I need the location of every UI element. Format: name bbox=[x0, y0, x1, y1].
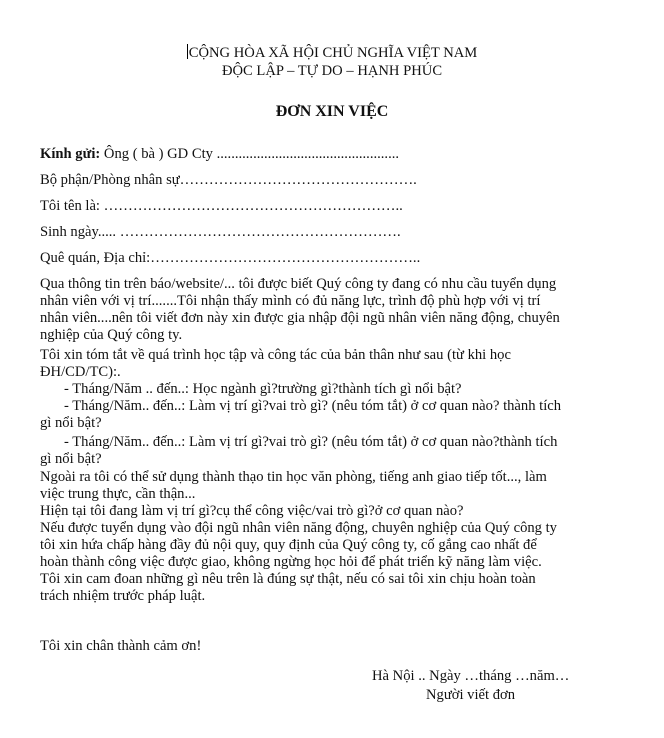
paragraph-line: nhân viên với vị trí.......Tôi nhận thấy mình có đủ năng lực, trình độ phù hợp với vị trí bbox=[40, 293, 541, 309]
recipient-line bbox=[40, 146, 399, 163]
hometown-line: Quê quán, Địa chỉ:……………………………………………….. bbox=[40, 250, 421, 266]
paragraph-line: ĐH/CD/TC):. bbox=[40, 364, 121, 380]
paragraph-line: tôi xin hứa chấp hàng đầy đủ nội quy, quy định của Quý công ty, cố gắng cao nhất để bbox=[40, 537, 537, 553]
paragraph-line: nghiệp của Quý công ty. bbox=[40, 327, 183, 343]
department-line: Bộ phận/Phòng nhân sự…………………………………………. bbox=[40, 172, 417, 188]
list-item: - Tháng/Năm.. đến..: Làm vị trí gì?vai trò gì? (nêu tóm tắt) ở cơ quan nào?thành tích bbox=[64, 434, 558, 450]
paragraph-line: Ngoài ra tôi có thể sử dụng thành thạo tin học văn phòng, tiếng anh giao tiếp tốt..., làm bbox=[40, 469, 547, 485]
paragraph-line: Tôi xin cam đoan những gì nêu trên là đúng sự thật, nếu có sai tôi xin chịu hoàn toàn bbox=[40, 571, 536, 587]
list-item-continuation: gì nổi bật? bbox=[40, 451, 102, 467]
paragraph-line: trách nhiệm trước pháp luật. bbox=[40, 588, 206, 604]
birth-line: Sinh ngày..... …………………………………………………. bbox=[40, 224, 401, 240]
name-line: Tôi tên là: …………………………………………………….. bbox=[40, 198, 403, 214]
motto-line-2: ĐỘC LẬP – TỰ DO – HẠNH PHÚC bbox=[221, 63, 443, 79]
signer-label: Người viết đơn bbox=[426, 687, 516, 703]
thanks-line: Tôi xin chân thành cảm ơn! bbox=[40, 638, 202, 654]
document-title: ĐƠN XIN VIỆC bbox=[275, 103, 389, 120]
paragraph-line: Qua thông tin trên báo/website/... tôi được biết Quý công ty đang có nhu cầu tuyển dụng bbox=[40, 276, 557, 292]
paragraph-line: hoàn thành công việc được giao, không ngừng học hỏi để phát triển kỹ năng làm việc. bbox=[40, 554, 542, 570]
paragraph-line: nhân viên....nên tôi viết đơn này xin được gia nhập đội ngũ nhân viên năng động, chuyên bbox=[40, 310, 560, 326]
paragraph-line: Nếu được tuyển dụng vào đội ngũ nhân viên năng động, chuyên nghiệp của Quý công ty bbox=[40, 520, 557, 536]
recipient-label: Kính gửi: bbox=[40, 146, 101, 162]
motto-line-1: CỘNG HÒA XÃ HỘI CHỦ NGHĨA VIỆT NAM bbox=[188, 45, 478, 61]
list-item-continuation: gì nổi bật? bbox=[40, 415, 102, 431]
list-item: - Tháng/Năm .. đến..: Học ngành gì?trường gì?thành tích gì nổi bật? bbox=[64, 381, 462, 397]
paragraph-line: Tôi xin tóm tắt về quá trình học tập và công tác của bản thân như sau (từ khi học bbox=[40, 347, 511, 363]
list-item: - Tháng/Năm.. đến..: Làm vị trí gì?vai trò gì? (nêu tóm tắt) ở cơ quan nào? thành tích bbox=[64, 398, 562, 414]
recipient-value: Ông ( bà ) GD Cty .................................................. bbox=[100, 146, 400, 162]
paragraph-line: việc trung thực, cần thận... bbox=[40, 486, 196, 502]
text-cursor bbox=[187, 44, 188, 59]
paragraph-line: Hiện tại tôi đang làm vị trí gì?cụ thể công việc/vai trò gì?ở cơ quan nào? bbox=[40, 503, 464, 519]
place-date: Hà Nội .. Ngày …tháng …năm… bbox=[372, 668, 570, 684]
